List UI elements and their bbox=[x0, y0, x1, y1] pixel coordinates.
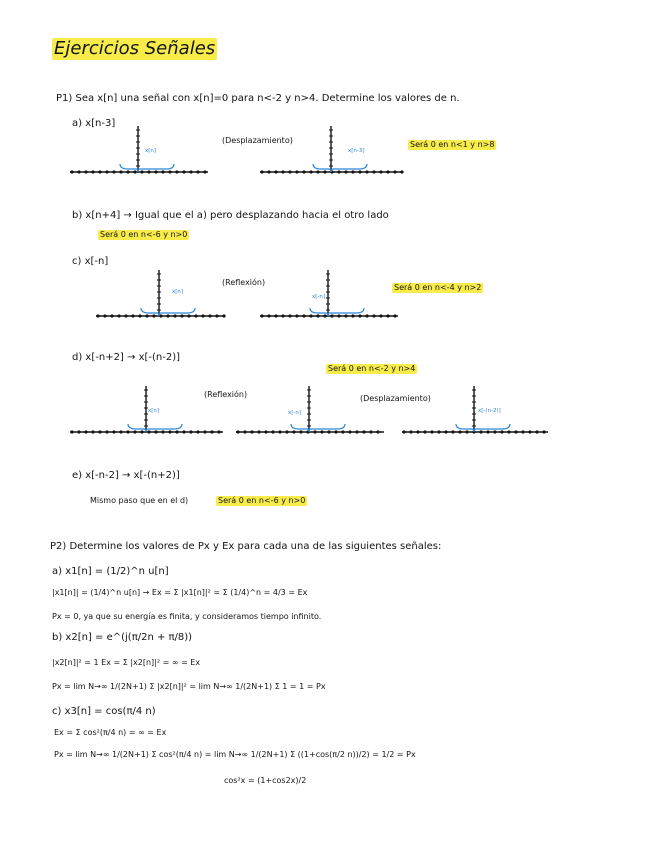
axis-tick-dot bbox=[243, 430, 246, 433]
axis-tick-dot bbox=[313, 430, 316, 433]
p1d-operation-2: (Desplazamiento) bbox=[360, 394, 431, 403]
p2c-note: cos²x = (1+cos2x)/2 bbox=[224, 776, 307, 785]
axis-tick-dot bbox=[175, 170, 178, 173]
axis-tick-dot bbox=[299, 430, 302, 433]
p2c-label: c) x3[n] = cos(π/4 n) bbox=[52, 706, 156, 717]
axis-tick-dot bbox=[351, 170, 354, 173]
axis-tick-dot bbox=[98, 170, 101, 173]
axis-tick-dot bbox=[196, 170, 199, 173]
axis-tick-dot bbox=[514, 430, 517, 433]
p1d-axis-2 bbox=[234, 378, 384, 438]
axis-tick-dot bbox=[386, 170, 389, 173]
axis-tick-dot bbox=[271, 430, 274, 433]
axis-tick-dot bbox=[416, 430, 419, 433]
axis-tick-dot bbox=[281, 314, 284, 317]
axis-tick-dot bbox=[105, 430, 108, 433]
axis-tick-dot bbox=[105, 170, 108, 173]
axis-tick-dot bbox=[316, 170, 319, 173]
axis-tick-dot bbox=[201, 314, 204, 317]
p2a-label: a) x1[n] = (1/2)^n u[n] bbox=[52, 566, 169, 577]
axis-tick-dot bbox=[507, 430, 510, 433]
axis-tick-dot bbox=[521, 430, 524, 433]
axis-tick-dot bbox=[309, 314, 312, 317]
axis-tick-dot bbox=[542, 430, 545, 433]
axis-tick-dot bbox=[208, 314, 211, 317]
axis-tick-dot bbox=[274, 314, 277, 317]
axis-tick-dot bbox=[145, 314, 148, 317]
p1a-signal1-label: x[n] bbox=[145, 148, 157, 154]
axis-tick-dot bbox=[295, 314, 298, 317]
axis-tick-dot bbox=[358, 314, 361, 317]
axis-tick-dot bbox=[292, 430, 295, 433]
axis-tick-dot bbox=[264, 430, 267, 433]
p2c-line1: Ex = Σ cos²(π/4 n) = ∞ = Ex bbox=[54, 728, 167, 737]
axis-tick-dot bbox=[161, 170, 164, 173]
axis-tick-dot bbox=[168, 170, 171, 173]
axis-tick-dot bbox=[344, 170, 347, 173]
axis-tick-dot bbox=[386, 314, 389, 317]
axis-tick-dot bbox=[274, 170, 277, 173]
p1c-signal1-label: x[n] bbox=[172, 289, 184, 295]
axis-tick-dot bbox=[175, 430, 178, 433]
axis-tick-dot bbox=[437, 430, 440, 433]
axis-tick-dot bbox=[147, 430, 150, 433]
p1b-label: b) x[n+4] → Igual que el a) pero desplazando hacia el otro lado bbox=[72, 210, 389, 221]
axis-tick-dot bbox=[402, 430, 405, 433]
axis-tick-dot bbox=[96, 314, 99, 317]
axis-tick-dot bbox=[110, 314, 113, 317]
axis-tick-dot bbox=[217, 430, 220, 433]
axis-tick-dot bbox=[168, 430, 171, 433]
p1d-label: d) x[-n+2] → x[-(n-2)] bbox=[72, 352, 181, 363]
axis-tick-dot bbox=[98, 430, 101, 433]
axis-tick-dot bbox=[236, 430, 239, 433]
axis-tick-dot bbox=[393, 170, 396, 173]
axis-tick-dot bbox=[337, 314, 340, 317]
axis-tick-dot bbox=[133, 430, 136, 433]
p1a-result: Será 0 en n<1 y n>8 bbox=[410, 140, 495, 149]
p1c-signal2-label: x[-n] bbox=[312, 294, 326, 300]
axis-tick-dot bbox=[334, 430, 337, 433]
axis-tick-dot bbox=[288, 170, 291, 173]
axis-tick-dot bbox=[344, 314, 347, 317]
axis-tick-dot bbox=[260, 170, 263, 173]
axis-tick-dot bbox=[194, 314, 197, 317]
p1d-result: Será 0 en n<-2 y n>4 bbox=[328, 364, 416, 373]
axis-tick-dot bbox=[103, 314, 106, 317]
axis-tick-dot bbox=[260, 314, 263, 317]
axis-tick-dot bbox=[124, 314, 127, 317]
axis-tick-dot bbox=[189, 170, 192, 173]
axis-tick-dot bbox=[161, 430, 164, 433]
axis-tick-dot bbox=[372, 170, 375, 173]
p2a-line1: |x1[n]| = (1/4)^n u[n] → Ex = Σ |x1[n]|² = Σ (1/4)^n = 4/3 = Ex bbox=[52, 588, 308, 597]
axis-tick-dot bbox=[423, 430, 426, 433]
p1d-signal3-label: x[-(n-2)] bbox=[478, 408, 501, 414]
axis-tick-dot bbox=[451, 430, 454, 433]
p1e-result: Será 0 en n<-6 y n>0 bbox=[218, 496, 306, 505]
axis-tick-dot bbox=[180, 314, 183, 317]
axis-tick-dot bbox=[409, 430, 412, 433]
axis-tick-dot bbox=[295, 170, 298, 173]
axis-tick-dot bbox=[365, 314, 368, 317]
p1c-operation: (Reflexión) bbox=[222, 278, 266, 287]
axis-tick-dot bbox=[182, 430, 185, 433]
axis-tick-dot bbox=[117, 314, 120, 317]
axis-tick-dot bbox=[267, 170, 270, 173]
axis-tick-dot bbox=[152, 314, 155, 317]
p1a-operation: (Desplazamiento) bbox=[222, 136, 293, 145]
axis-tick-dot bbox=[84, 170, 87, 173]
axis-tick-dot bbox=[486, 430, 489, 433]
p2a-line2: Px = 0, ya que su energía es finita, y consideramos tiempo infinito. bbox=[52, 612, 322, 621]
axis-tick-dot bbox=[376, 430, 379, 433]
p2c-line2: Px = lim N→∞ 1/(2N+1) Σ cos²(π/4 n) = lim N→∞ 1/(2N+1) Σ ((1+cos(π/2 n))/2) = 1/2 = Px bbox=[54, 750, 416, 759]
p1d-operation-1: (Reflexión) bbox=[204, 390, 248, 399]
axis-tick-dot bbox=[493, 430, 496, 433]
axis-tick-dot bbox=[479, 430, 482, 433]
axis-tick-dot bbox=[182, 170, 185, 173]
p1d-signal1-label: x[n] bbox=[148, 408, 160, 414]
axis-tick-dot bbox=[285, 430, 288, 433]
axis-tick-dot bbox=[126, 430, 129, 433]
axis-tick-dot bbox=[173, 314, 176, 317]
p1b-result: Será 0 en n<-6 y n>0 bbox=[100, 230, 188, 239]
axis-tick-dot bbox=[140, 170, 143, 173]
axis-tick-dot bbox=[215, 314, 218, 317]
p1d-signal2-label: x[-n] bbox=[288, 410, 302, 416]
axis-tick-dot bbox=[133, 170, 136, 173]
axis-tick-dot bbox=[70, 170, 73, 173]
axis-tick-dot bbox=[257, 430, 260, 433]
axis-tick-dot bbox=[465, 430, 468, 433]
axis-tick-dot bbox=[91, 170, 94, 173]
axis-tick-dot bbox=[159, 314, 162, 317]
axis-tick-dot bbox=[140, 430, 143, 433]
p1c-label: c) x[-n] bbox=[72, 256, 109, 267]
axis-tick-dot bbox=[210, 430, 213, 433]
axis-tick-dot bbox=[154, 430, 157, 433]
axis-tick-dot bbox=[119, 170, 122, 173]
axis-tick-dot bbox=[203, 430, 206, 433]
axis-tick-dot bbox=[535, 430, 538, 433]
p2b-line1: |x2[n]|² = 1 Ex = Σ |x2[n]|² = ∞ = Ex bbox=[52, 658, 201, 667]
p1a-signal2-label: x[n-3] bbox=[348, 148, 365, 154]
axis-tick-dot bbox=[138, 314, 141, 317]
axis-tick-dot bbox=[500, 430, 503, 433]
axis-tick-dot bbox=[70, 430, 73, 433]
p2b-line2: Px = lim N→∞ 1/(2N+1) Σ |x2[n]|² = lim N→∞ 1/(2N+1) Σ 1 = 1 = Px bbox=[52, 682, 326, 691]
axis-tick-dot bbox=[77, 170, 80, 173]
axis-tick-dot bbox=[267, 314, 270, 317]
axis-tick-dot bbox=[131, 314, 134, 317]
axis-tick-dot bbox=[362, 430, 365, 433]
p1e-label: e) x[-n-2] → x[-(n+2)] bbox=[72, 470, 180, 481]
p1e-note: Mismo paso que en el d) bbox=[90, 496, 189, 505]
p2b-label: b) x2[n] = e^(j(π/2n + π/8)) bbox=[52, 632, 193, 643]
axis-tick-dot bbox=[458, 430, 461, 433]
axis-tick-dot bbox=[400, 170, 403, 173]
axis-tick-dot bbox=[348, 430, 351, 433]
axis-tick-dot bbox=[355, 430, 358, 433]
axis-tick-dot bbox=[365, 170, 368, 173]
axis-tick-dot bbox=[119, 430, 122, 433]
axis-tick-dot bbox=[430, 430, 433, 433]
axis-tick-dot bbox=[528, 430, 531, 433]
p1d-axis-3 bbox=[400, 378, 550, 438]
axis-tick-dot bbox=[393, 314, 396, 317]
axis-tick-dot bbox=[250, 430, 253, 433]
axis-tick-dot bbox=[281, 170, 284, 173]
axis-tick-dot bbox=[320, 430, 323, 433]
page-title: Ejercicios Señales bbox=[54, 38, 216, 59]
axis-tick-dot bbox=[112, 170, 115, 173]
p1c-axis-1 bbox=[94, 262, 244, 322]
p1a-label: a) x[n-3] bbox=[72, 118, 116, 129]
axis-tick-dot bbox=[278, 430, 281, 433]
axis-tick-dot bbox=[323, 314, 326, 317]
axis-tick-dot bbox=[379, 170, 382, 173]
axis-tick-dot bbox=[379, 314, 382, 317]
axis-tick-dot bbox=[444, 430, 447, 433]
axis-tick-dot bbox=[112, 430, 115, 433]
axis-tick-dot bbox=[330, 314, 333, 317]
axis-tick-dot bbox=[203, 170, 206, 173]
axis-tick-dot bbox=[222, 314, 225, 317]
axis-tick-dot bbox=[327, 430, 330, 433]
axis-tick-dot bbox=[154, 170, 157, 173]
axis-tick-dot bbox=[302, 170, 305, 173]
axis-tick-dot bbox=[166, 314, 169, 317]
axis-tick-dot bbox=[187, 314, 190, 317]
axis-tick-dot bbox=[189, 430, 192, 433]
axis-tick-dot bbox=[341, 430, 344, 433]
axis-tick-dot bbox=[77, 430, 80, 433]
axis-tick-dot bbox=[337, 170, 340, 173]
axis-tick-dot bbox=[358, 170, 361, 173]
axis-tick-dot bbox=[372, 314, 375, 317]
axis-tick-dot bbox=[369, 430, 372, 433]
p1c-axis-2 bbox=[258, 262, 408, 322]
axis-tick-dot bbox=[126, 170, 129, 173]
axis-tick-dot bbox=[147, 170, 150, 173]
axis-tick-dot bbox=[323, 170, 326, 173]
p1-header: P1) Sea x[n] una señal con x[n]=0 para n<-2 y n>4. Determine los valores de n. bbox=[56, 93, 460, 104]
axis-tick-dot bbox=[316, 314, 319, 317]
axis-tick-dot bbox=[196, 430, 199, 433]
axis-tick-dot bbox=[309, 170, 312, 173]
axis-tick-dot bbox=[84, 430, 87, 433]
axis-tick-dot bbox=[302, 314, 305, 317]
p1c-result: Será 0 en n<-4 y n>2 bbox=[394, 283, 482, 292]
p1a-axis-2 bbox=[258, 118, 418, 178]
axis-tick-dot bbox=[288, 314, 291, 317]
axis-tick-dot bbox=[351, 314, 354, 317]
axis-tick-dot bbox=[91, 430, 94, 433]
p2-header: P2) Determine los valores de Px y Ex para cada una de las siguientes señales: bbox=[50, 541, 442, 552]
